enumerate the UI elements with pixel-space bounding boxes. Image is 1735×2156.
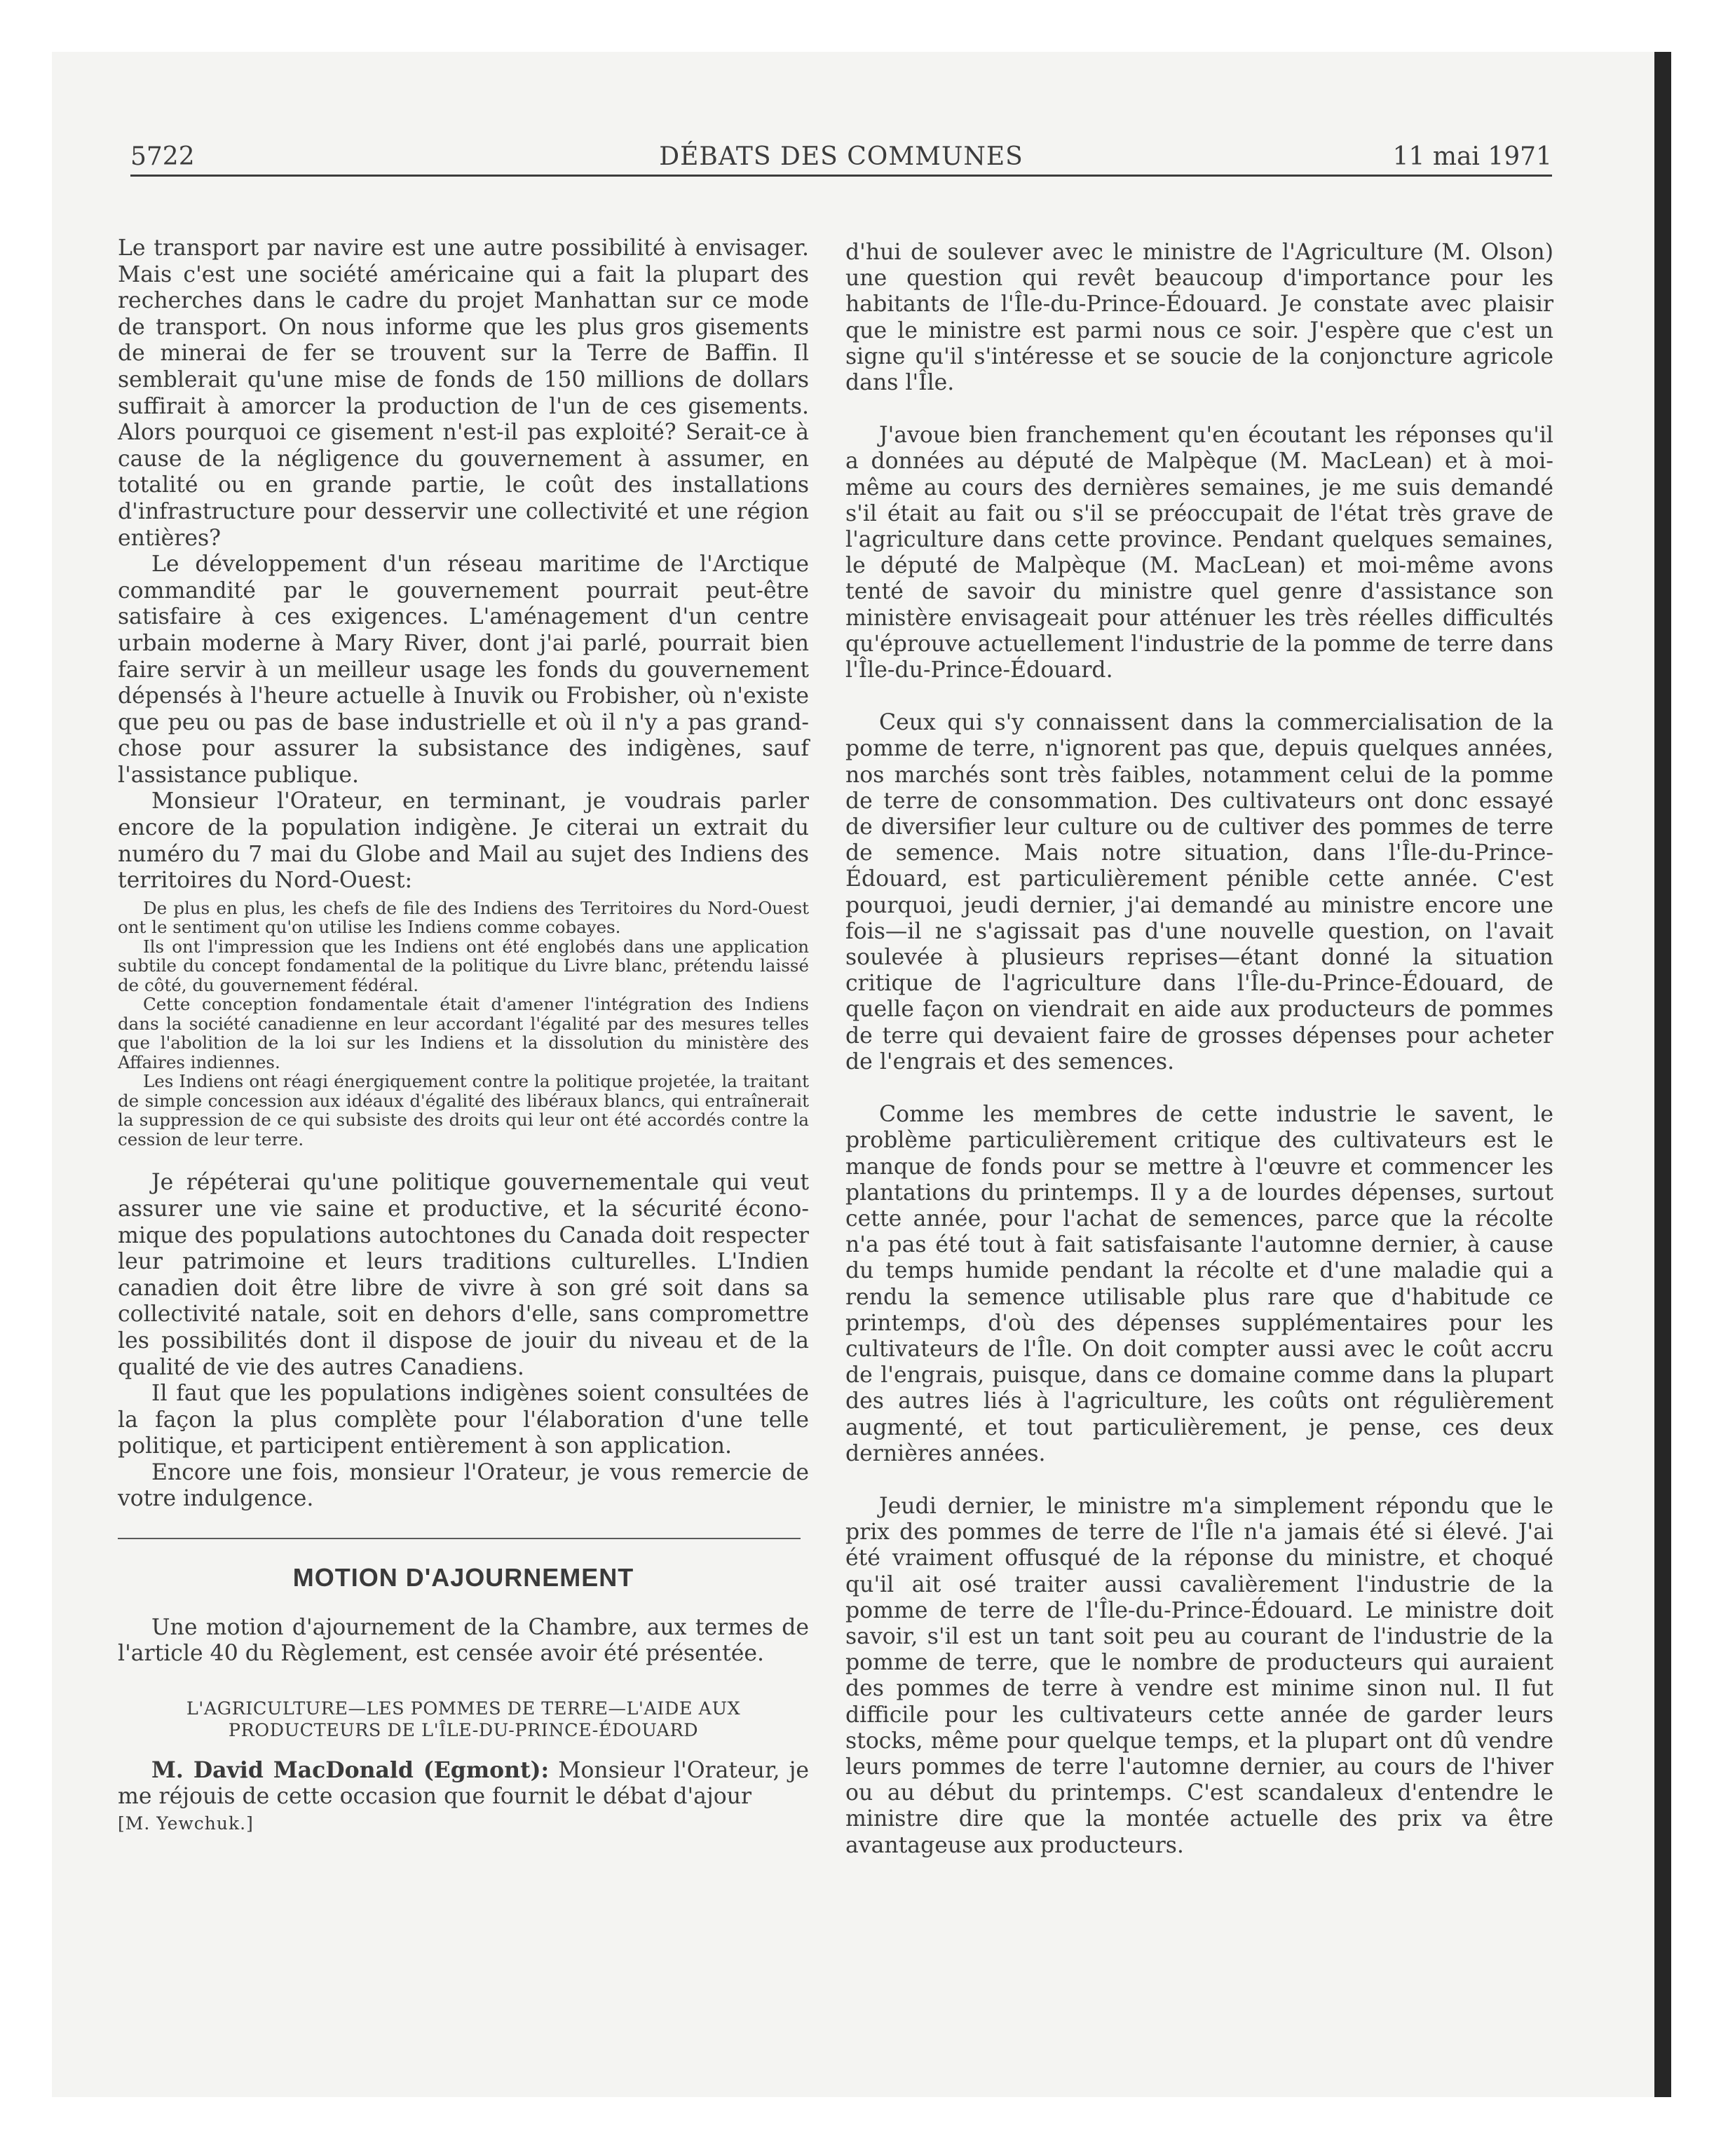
paragraph: Ceux qui s'y connaissent dans la commercialisation de la pomme de terre, n'ignorent pas que, depuis quelques années, nos marchés sont très faibles, notamment celui de la pomme de terre de consommation. Des cultivateurs ont donc essayé de diversifier leur culture ou de cultiver des pommes de terre de semence. Mais notre situation, dans l'Île-du-Prince-Édouard, est particulièrement pénible cette année. C'est pourquoi, jeudi dernier, j'ai demandé au ministre encore une fois—il ne s'agissait pas d'une nouvelle question, on l'avait soulevée à plusieurs reprises—étant donné la situation critique de l'agriculture dans l'Île-du-Prince-Édouard, de quelle façon on viendrait en aide aux producteurs de pommes de terre qui devaient faire de grosses dépenses pour acheter de l'engrais et des semences. (845, 710, 1553, 1074)
section-title: MOTION D'AJOURNEMENT (292, 1563, 634, 1592)
paragraph: Monsieur l'Orateur, en terminant, je voudrais parler encore de la population indigène. Je citerai un extrait du numéro du 7 mai du Globe and Mail au sujet des Indiens des territoires du Nord-Ouest: (118, 789, 809, 894)
paragraph: Jeudi dernier, le ministre m'a simplement répondu que le prix des pommes de terre de l'Île n'a jamais été si élevé. J'ai été vraiment offusqué de la réponse du ministre, et choqué qu'il ait osé traiter aussi cavalièrement l'industrie de la pomme de terre de l'Île-du-Prince-Édouard. Le ministre doit savoir, s'il est un tant soit peu au courant de l'industrie de la pomme de terre, que le nombre de producteurs qui auraient des pommes de terre à vendre est minime sinon nul. Il fut difficile pour les cultivateurs cette année de garder leurs stocks, même pour quelque temps, et la plupart ont dû vendre leurs pommes de terre l'automne dernier, au cours de l'hiver ou au début du printemps. C'est scandaleux d'entendre le ministre dire que la montée actuelle des prix va être avantageuse aux producteurs. (845, 1493, 1553, 1858)
header-title: DÉBATS DES COMMUNES (659, 142, 1023, 171)
section-divider (118, 1538, 801, 1539)
paragraph: Il faut que les populations indigènes soient consultées de la façon la plus complète pour l'élaboration d'une telle politique, et participent entièrement à son application. (118, 1381, 809, 1459)
paragraph: Encore une fois, monsieur l'Orateur, je vous remercie de votre indulgence. (118, 1459, 809, 1512)
paragraph: Une motion d'ajournement de la Chambre, aux termes de l'article 40 du Règlement, est censée avoir été présentée. (118, 1614, 809, 1667)
quote-paragraph: De plus en plus, les chefs de file des Indiens des Territoires du Nord-Ouest ont le sentiment qu'on utilise les Indiens comme cobayes. (118, 897, 809, 938)
block-quote (118, 899, 809, 1149)
speech-text: Monsieur l'Orateur, je me réjouis de cette occasion que fournit le débat d'ajour (118, 1757, 809, 1810)
scan-edge-shadow (1654, 52, 1671, 2097)
header-rule (130, 175, 1552, 177)
paragraph: Le développement d'un réseau maritime de l'Arctique commandité par le gouvernement pourrait peut-être satisfaire à ces exigences. L'aménagement d'un centre urbain moderne à Mary River, dont j'ai parlé, pourrait bien faire servir à un meilleur usage les fonds du gouvernement dépensés à l'heure actuelle à Inuvik ou Frobisher, où n'existe que peu ou pas de base industrielle et où il n'y a pas grand-chose pour assurer la subsistance des indigènes, sauf l'assistance publique. (118, 552, 809, 788)
paragraph: Je répéterai qu'une politique gouvernementale qui veut assurer une vie saine et productive, et la sécurité économique des populations autochtones du Canada doit respecter leur patrimoine et leurs traditions culturelles. L'Indien canadien doit être libre de vivre à son gré soit dans sa collectivité natale, soit en dehors d'elle, sans compromettre les possibilités dont il dispose de jouir du niveau et de la qualité de vie des autres Canadiens. (118, 1170, 809, 1380)
subheading: L'AGRICULTURE—LES POMMES DE TERRE—L'AIDE AUX PRODUCTEURS DE L'ÎLE-DU-PRINCE-ÉDOUARD (186, 1698, 741, 1741)
right-column (845, 240, 1553, 1859)
speaker-attribution: [M. Yewchuk.] (118, 1813, 254, 1834)
quote-paragraph: Les Indiens ont réagi énergiquement contre la politique projetée, la traitant de simple concession aux idéaux d'égalité des libéraux blancs, qui entraînerait la suppression de ce qui subsiste des droits qui leur ont été accordés contre la cession de leur terre. (118, 1071, 809, 1149)
quote-paragraph: Ils ont l'impression que les Indiens ont été englobés dans une application subtile du concept fondamental de la politique du Livre blanc, prétendu laissé de côté, du gouvernement fédéral. (118, 936, 809, 995)
left-column (118, 236, 809, 1837)
paragraph: Comme les membres de cette industrie le savent, le problème particulièrement critique des cultivateurs est le manque de fonds pour se mettre à l'œuvre et commencer les plantations du printemps. Il y a de lourdes dépenses, surtout cette année, pour l'achat de semences, parce que la récolte n'a pas été tout à fait satisfaisante l'automne dernier, à cause du temps humide pendant la récolte et d'une maladie qui a rendu la semence utilisable plus rare que d'habitude ce printemps, d'où des dépenses supplémentaires pour les cultivateurs de l'Île. On doit compter aussi avec le coût accru de l'engrais, puisque, dans ce domaine comme dans la plupart des autres liés à l'agriculture, les coûts ont régulièrement augmenté, et tout particulièrement, je pense, ces deux dernières années. (845, 1102, 1553, 1466)
page-header (130, 142, 1552, 176)
paragraph: d'hui de soulever avec le ministre de l'Agriculture (M. Olson) une question qui revêt beaucoup d'importance pour les habitants de l'Île-du-Prince-Édouard. Je constate avec plaisir que le ministre est parmi nous ce soir. J'espère que c'est un signe qu'il s'intéresse et se soucie de la conjoncture agricole dans l'Île. (845, 240, 1553, 396)
quote-paragraph: Cette conception fondamentale était d'amener l'intégration des Indiens dans la société canadienne en leur accordant l'égalité par des mesures telles que l'abolition de la loi sur les Indiens et la dissolution du ministère des Affaires indiennes. (118, 994, 809, 1072)
speech-paragraph (118, 1757, 809, 1810)
speaker-name: M. David MacDonald (Egmont): (151, 1756, 550, 1783)
paragraph: Le transport par navire est une autre possibilité à envisager. Mais c'est une société américaine qui a fait la plupart des recherches dans le cadre du projet Manhattan sur ce mode de transport. On nous informe que les plus gros gisements de minerai de fer se trouvent sur la Terre de Baffin. Il semblerait qu'une mise de fonds de 150 millions de dollars suffirait à amorcer la production de l'un de ces gisements. Alors pourquoi ce gisement n'est-il pas exploité? Serait-ce à cause de la négligence du gouvernement à assumer, en totalité ou en grande partie, le coût des installations d'infrastructure pour desservir une collectivité et une région entières? (118, 236, 809, 551)
page-number: 5722 (130, 142, 195, 171)
paragraph: J'avoue bien franchement qu'en écoutant les réponses qu'il a données au député de Malpèque (M. MacLean) et à moi-même au cours des dernières semaines, je me suis demandé s'il était au fait ou s'il se préoccupait de l'état très grave de l'agriculture dans cette province. Pendant quelques semaines, le député de Malpèque (M. MacLean) et moi-même avons tenté de savoir du ministre quel genre d'assistance son ministère envisageait pour atténuer les très réelles difficultés qu'éprouve actuellement l'industrie de la pomme de terre dans l'Île-du-Prince-Édouard. (845, 423, 1553, 683)
header-date: 11 mai 1971 (1392, 142, 1552, 171)
